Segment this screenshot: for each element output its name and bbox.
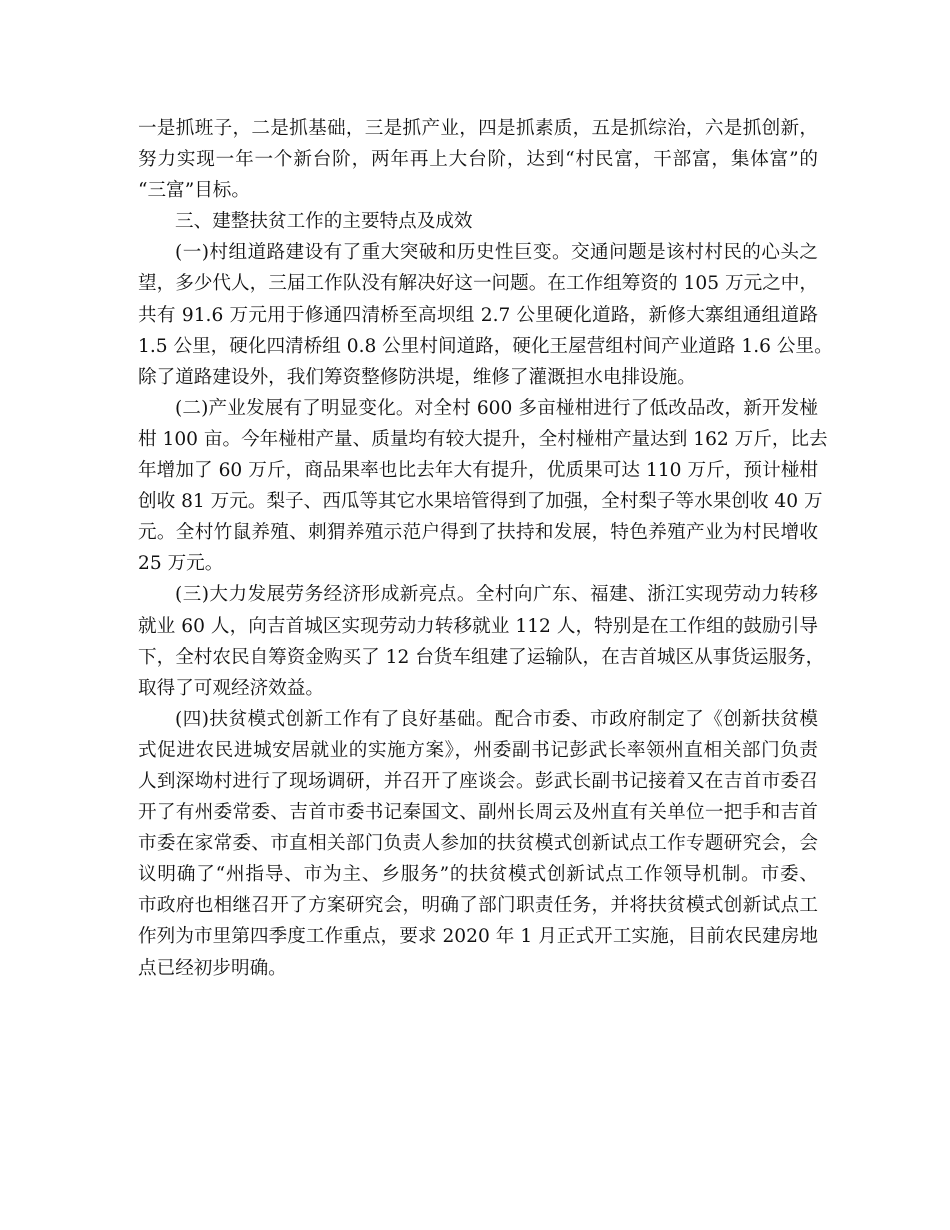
paragraph-line: (四)扶贫模式创新工作有了良好基础。配合市委、市政府制定了《创新扶贫模 bbox=[175, 708, 818, 730]
paragraph-line: “三富”目标。 bbox=[138, 180, 250, 202]
paragraph-line: 柑 100 亩。今年椪柑产量、质量均有较大提升，全村椪柑产量达到 162 万斤，比去 bbox=[138, 428, 828, 450]
paragraph-line: 议明确了“州指导、市为主、乡服务”的扶贫模式创新试点工作领导机制。市委、 bbox=[138, 864, 818, 886]
paragraph-line: (一)村组道路建设有了重大突破和历史性巨变。交通问题是该村村民的心头之 bbox=[175, 242, 818, 264]
paragraph-line: 除了道路建设外，我们筹资整修防洪堤，维修了灌溉担水电排设施。 bbox=[138, 366, 696, 388]
paragraph-line: 元。全村竹鼠养殖、刺猬养殖示范户得到了扶持和发展，特色养殖产业为村民增收 bbox=[138, 522, 818, 544]
paragraph-line: 人到深坳村进行了现场调研，并召开了座谈会。彭武长副书记接着又在吉首市委召 bbox=[138, 770, 818, 792]
paragraph-line: 开了有州委常委、吉首市委书记秦国文、副州长周云及州直有关单位一把手和吉首 bbox=[138, 802, 818, 824]
paragraph-line: 作列为市里第四季度工作重点，要求 2020 年 1 月正式开工实施，目前农民建房地 bbox=[138, 926, 818, 948]
paragraph-line: 下，全村农民自筹资金购买了 12 台货车组建了运输队，在吉首城区从事货运服务， bbox=[138, 646, 825, 668]
paragraph-line: 市政府也相继召开了方案研究会，明确了部门职责任务，并将扶贫模式创新试点工 bbox=[138, 895, 818, 917]
paragraph-line: 1.5 公里，硬化四清桥组 0.8 公里村间道路，硬化王屋营组村间产业道路 1.6 公里。 bbox=[138, 335, 833, 357]
paragraph-line: 市委在家常委、市直相关部门负责人参加的扶贫模式创新试点工作专题研究会，会 bbox=[138, 833, 818, 855]
paragraph-line: 25 万元。 bbox=[138, 553, 224, 575]
paragraph-line: 就业 60 人，向吉首城区实现劳动力转移就业 112 人，特别是在工作组的鼓励引导 bbox=[138, 615, 818, 637]
paragraph-line: (三)大力发展劳务经济形成新亮点。全村向广东、福建、浙江实现劳动力转移 bbox=[175, 584, 818, 606]
paragraph-line: 取得了可观经济效益。 bbox=[138, 677, 324, 699]
paragraph-line: 一是抓班子，二是抓基础，三是抓产业，四是抓素质，五是抓综治，六是抓创新， bbox=[138, 118, 818, 139]
paragraph-line: 创收 81 万元。梨子、西瓜等其它水果培管得到了加强，全村梨子等水果创收 40 万 bbox=[138, 491, 823, 513]
paragraph-line: 共有 91.6 万元用于修通四清桥至高坝组 2.7 公里硬化道路，新修大寨组通组道路 bbox=[138, 304, 818, 326]
paragraph-line: 式促进农民进城安居就业的实施方案》，州委副书记彭武长率领州直相关部门负责 bbox=[138, 739, 818, 761]
paragraph-line: 点已经初步明确。 bbox=[138, 957, 287, 979]
paragraph-line: 努力实现一年一个新台阶，两年再上大台阶，达到“村民富，干部富，集体富”的 bbox=[138, 149, 818, 171]
paragraph-line: (二)产业发展有了明显变化。对全村 600 多亩椪柑进行了低改品改，新开发椪 bbox=[175, 397, 818, 419]
section-heading: 三、建整扶贫工作的主要特点及成效 bbox=[175, 211, 473, 233]
document-body bbox=[138, 113, 833, 984]
paragraph-line: 年增加了 60 万斤，商品果率也比去年大有提升，优质果可达 110 万斤，预计椪柑 bbox=[138, 460, 818, 482]
paragraph-line: 望，多少代人，三届工作队没有解决好这一问题。在工作组筹资的 105 万元之中， bbox=[138, 273, 818, 295]
